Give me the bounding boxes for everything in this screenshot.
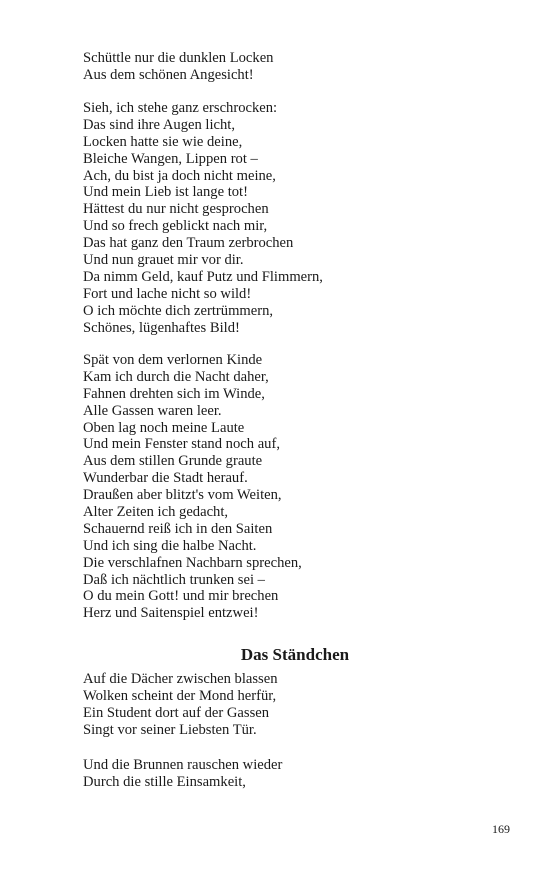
poem-line: Wolken scheint der Mond herfür, (83, 687, 277, 704)
poem-line: Schönes, lügenhaftes Bild! (83, 319, 240, 336)
poem-title: Das Ständchen (240, 645, 350, 664)
poem-line: Kam ich durch die Nacht daher, (83, 368, 269, 385)
poem-line: Und mein Fenster stand noch auf, (83, 436, 280, 453)
poem-line: Aus dem schönen Angesicht! (83, 66, 254, 83)
poem-line: Oben lag noch meine Laute (83, 419, 245, 436)
page-number: 169 (492, 822, 510, 836)
poem-stanza (83, 671, 278, 739)
poem-line: Spät von dem verlornen Kinde (83, 352, 263, 368)
poem-line: Hättest du nur nicht gesprochen (83, 201, 269, 218)
poem-line: Und nun grauet mir vor dir. (83, 252, 244, 269)
poem-line: Und die Brunnen rauschen wieder (83, 757, 283, 773)
poem-line: O du mein Gott! und mir brechen (83, 588, 279, 605)
poem-line: Durch die stille Einsamkeit, (83, 773, 246, 790)
poem-line: Locken hatte sie wie deine, (83, 133, 243, 150)
poem-stanza (83, 100, 323, 336)
poem-line: Schüttle nur die dunklen Locken (83, 50, 274, 66)
poem-line: Auf die Dächer zwischen blassen (83, 671, 278, 687)
poem-line: Ein Student dort auf der Gassen (83, 704, 270, 721)
poem-line: Sieh, ich stehe ganz erschrocken: (83, 100, 278, 116)
poem-line: Und mein Lieb ist lange tot! (83, 184, 248, 201)
poem-line: Da nimm Geld, kauf Putz und Flimmern, (83, 268, 323, 285)
poem-line: Schauernd reiß ich in den Saiten (83, 520, 273, 537)
poem-line: Alle Gassen waren leer. (83, 402, 222, 419)
poem-line: Fort und lache nicht so wild! (83, 285, 252, 302)
poem-line: Das sind ihre Augen licht, (83, 116, 235, 133)
poem-stanza (83, 50, 273, 84)
poem-line: Und so frech geblickt nach mir, (83, 218, 268, 235)
poem-line: Fahnen drehten sich im Winde, (83, 385, 265, 402)
poem-line: Alter Zeiten ich gedacht, (83, 504, 229, 521)
poem-line: Und ich sing die halbe Nacht. (83, 537, 257, 554)
poem-line: Aus dem stillen Grunde graute (83, 453, 263, 470)
poem-line: Daß ich nächtlich trunken sei – (83, 571, 265, 588)
poem-line: Singt vor seiner Liebsten Tür. (83, 721, 257, 738)
poem-line: Ach, du bist ja doch nicht meine, (83, 167, 276, 184)
poem-line: Bleiche Wangen, Lippen rot – (83, 150, 258, 167)
poem-stanza (83, 757, 282, 791)
poem-line: O ich möchte dich zertrümmern, (83, 302, 274, 319)
poem-line: Draußen aber blitzt's vom Weiten, (83, 487, 282, 504)
poem-line: Das hat ganz den Traum zerbrochen (83, 235, 294, 252)
poem-stanza (83, 352, 302, 622)
poem-line: Die verschlafnen Nachbarn sprechen, (83, 554, 302, 571)
poem-line: Herz und Saitenspiel entzwei! (83, 605, 259, 622)
poem-line: Wunderbar die Stadt herauf. (83, 470, 248, 487)
